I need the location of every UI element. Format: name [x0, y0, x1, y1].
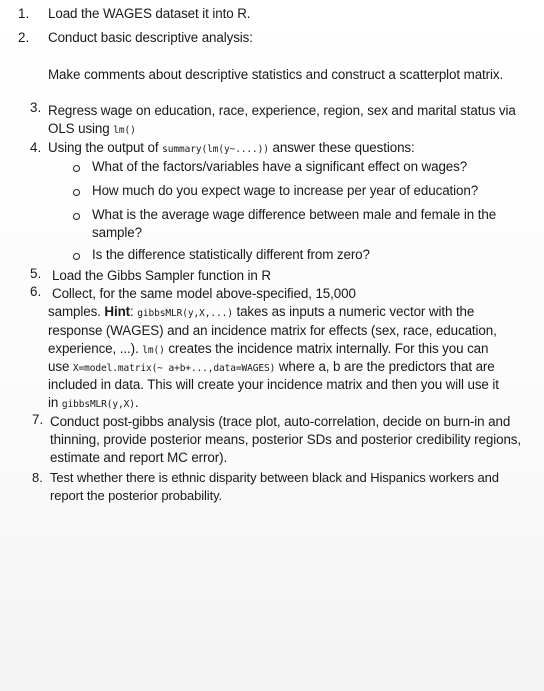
- code-model-matrix: X=model.matrix(~ a+b+...,data=WAGES): [72, 363, 276, 374]
- item-4-text: Using the output of summary(lm(y~....)) answer these questions:: [48, 140, 415, 155]
- item-2-text: Conduct basic descriptive analysis:: [48, 30, 253, 45]
- item-6-line-7: in gibbsMLR(y,X).: [48, 395, 139, 410]
- code-gibbsmlr: gibbsMLR(y,X,...): [137, 308, 233, 319]
- bullet-3-line-2: sample?: [92, 225, 142, 240]
- item-8-number: 8.: [32, 470, 43, 485]
- item-6-line-6: included in data. This will create your incidence matrix and then you will use it: [48, 377, 499, 392]
- item-6-line-2: samples. Hint: gibbsMLR(y,X,...) takes as inputs a numeric vector with the: [48, 304, 475, 319]
- item-6-line-4: experience, ...). lm() creates the incidence matrix internally. For this you can: [48, 341, 489, 356]
- code-lm: lm(): [142, 345, 165, 356]
- item-3-line-1: Regress wage on education, race, experience, region, sex and marital status via: [48, 103, 516, 118]
- item-1-number: 1.: [18, 6, 30, 21]
- bullet-marker: [73, 189, 80, 196]
- item-5-number: 5.: [30, 266, 42, 281]
- bullet-marker: [73, 213, 80, 220]
- bullet-3-line-1: What is the average wage difference between male and female in the: [92, 207, 497, 222]
- item-6-line-5: use X=model.matrix(~ a+b+...,data=WAGES) where a, b are the predictors that are: [48, 359, 495, 374]
- item-1-text: Load the WAGES dataset it into R.: [48, 6, 251, 21]
- item-3-number: 3.: [30, 100, 42, 115]
- item-6-number: 6.: [30, 284, 42, 299]
- code-gibbsmlr-call: gibbsMLR(y,X): [61, 399, 135, 410]
- bullet-2-text: How much do you expect wage to increase per year of education?: [92, 183, 479, 198]
- item-3-line-2: OLS using lm(): [48, 121, 136, 136]
- code-summary: summary(lm(y~....)): [162, 144, 269, 155]
- item-5-text: Load the Gibbs Sampler function in R: [52, 268, 271, 283]
- item-7-line-2: thinning, provide posterior means, posterior SDs and posterior credibility regions,: [50, 432, 522, 447]
- bullet-4-text: Is the difference statistically different from zero?: [92, 247, 370, 262]
- bullet-marker: [73, 253, 80, 260]
- bullet-marker: [73, 165, 80, 172]
- bullet-1-text: What of the factors/variables have a significant effect on wages?: [92, 159, 468, 174]
- item-7-line-3: estimate and report MC error).: [50, 450, 228, 465]
- item-7-line-1: Conduct post-gibbs analysis (trace plot, auto-correlation, decide on burn-in and: [50, 414, 511, 429]
- item-4-number: 4.: [30, 140, 42, 155]
- item-7-number: 7.: [32, 412, 44, 427]
- item-2-number: 2.: [18, 30, 30, 45]
- code-lm: lm(): [113, 125, 136, 136]
- item-6-line-3: response (WAGES) and an incidence matrix for effects (sex, race, education,: [48, 323, 497, 338]
- item-2-comment: Make comments about descriptive statistics and construct a scatterplot matrix.: [48, 67, 504, 82]
- item-6-line-1: Collect, for the same model above-specified, 15,000: [52, 286, 356, 301]
- item-8-line-2: report the posterior probability.: [50, 488, 223, 503]
- item-8-line-1: Test whether there is ethnic disparity between black and Hispanics workers and: [50, 470, 499, 485]
